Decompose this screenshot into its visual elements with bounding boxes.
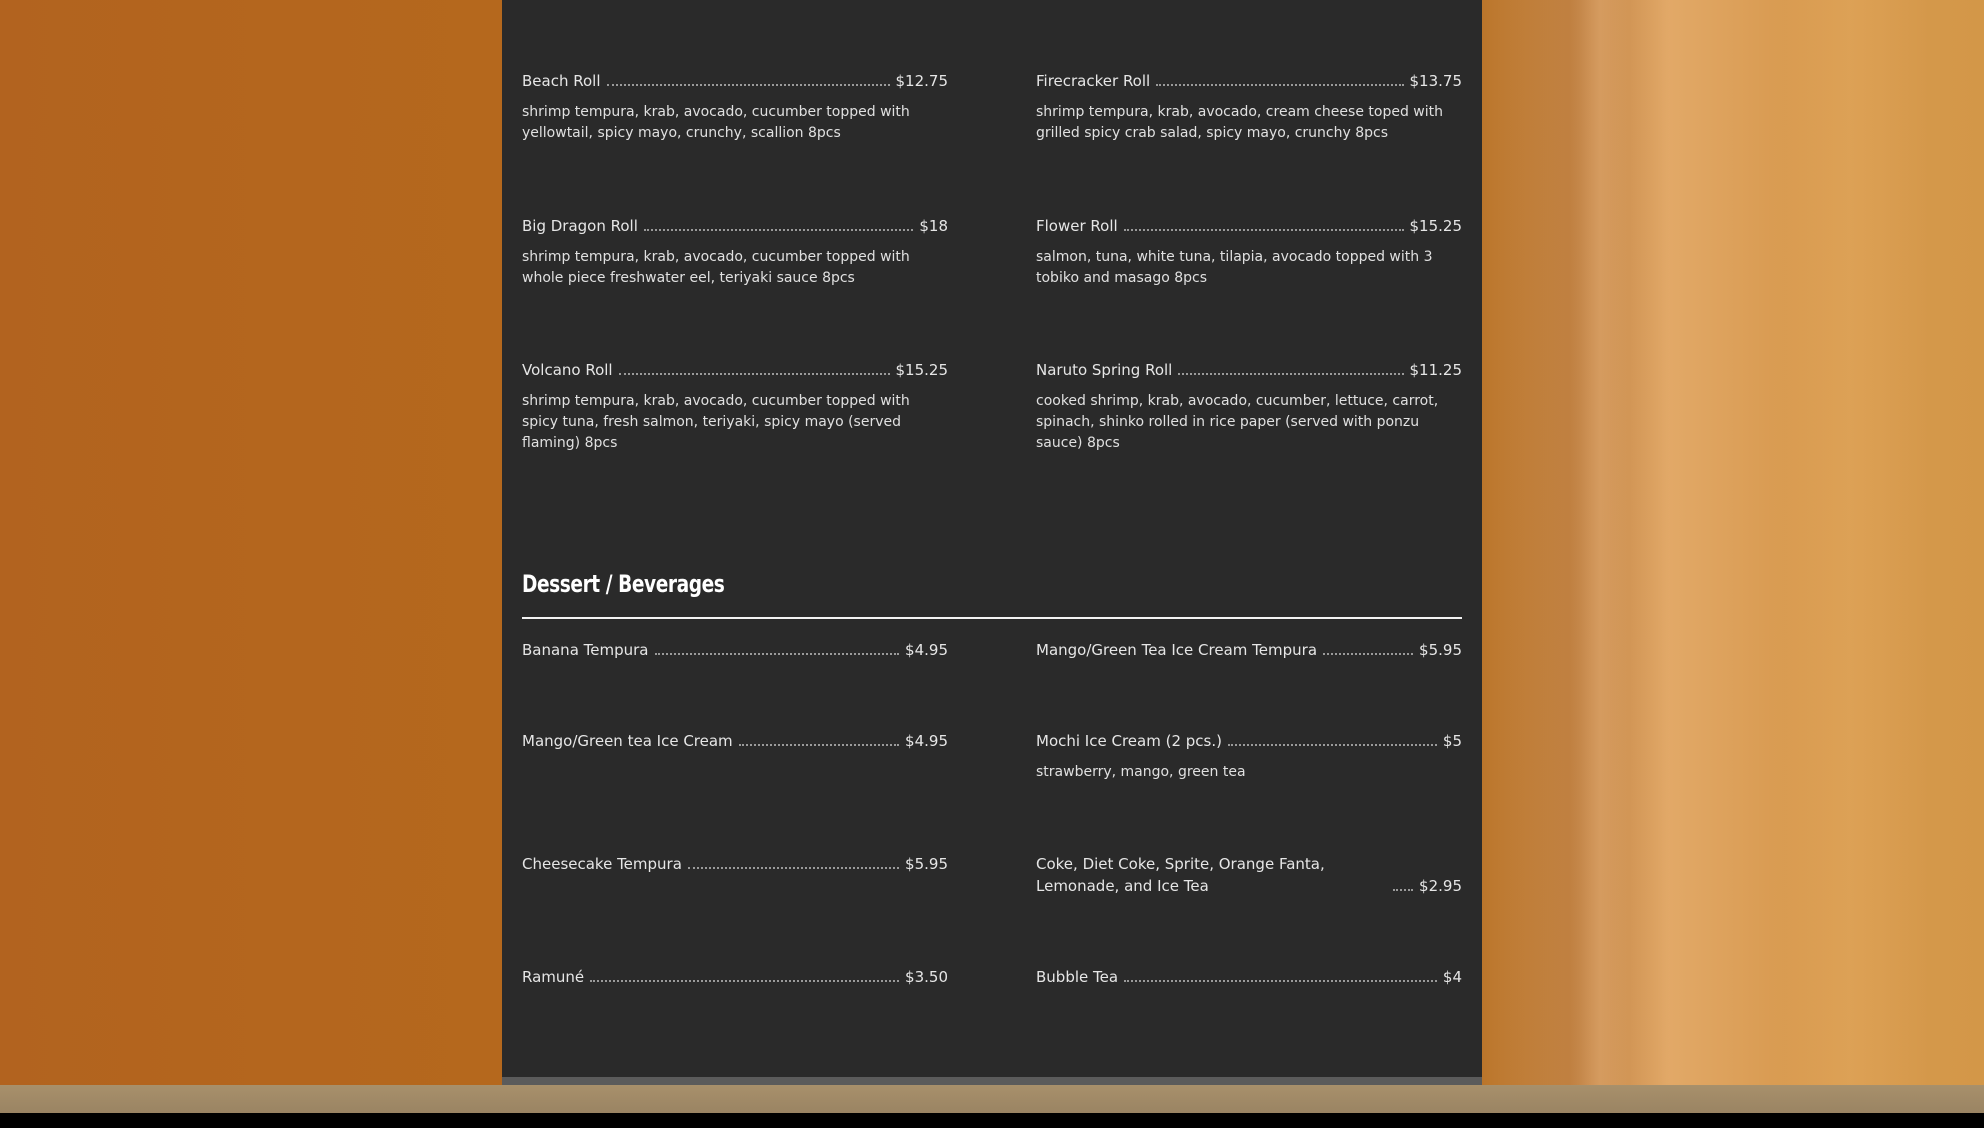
menu-panel [502,0,1482,1078]
menu-item-header [1036,966,1462,988]
menu-item [522,70,948,144]
menu-item-header [1036,853,1462,897]
menu-item-header [522,966,948,988]
menu-item-price: $4 [1442,968,1462,986]
menu-item [1036,966,1462,988]
menu-item-header [522,730,948,752]
menu-item-price: $3.50 [905,968,948,986]
menu-item-name: Beach Roll [522,72,601,90]
dot-leader [590,979,899,982]
menu-item-name: Coke, Diet Coke, Sprite, Orange Fanta, Lemonade, and Ice Tea [1036,855,1325,895]
menu-item [522,853,948,875]
dot-leader [655,652,900,655]
dot-leader [607,83,890,86]
menu-item-description: shrimp tempura, krab, avocado, cucumber topped with spicy tuna, fresh salmon, teriyaki, spicy mayo (served flaming) 8pcs [522,393,910,451]
menu-item-header [522,853,948,875]
dot-leader [1228,743,1437,746]
menu-item-price: $15.25 [1409,217,1462,235]
menu-item-header [522,70,948,92]
menu-item-header [1036,215,1462,237]
menu-item-name: Flower Roll [1036,217,1118,235]
menu-item-price: $11.25 [1409,361,1462,379]
menu-item [522,639,948,661]
section-title: Dessert / Beverages [522,570,725,598]
menu-item [522,966,948,988]
menu-item [1036,639,1462,661]
menu-item-description: shrimp tempura, krab, avocado, cream cheese toped with grilled spicy crab salad, spicy mayo, crunchy 8pcs [1036,104,1443,141]
menu-item [522,215,948,289]
menu-item-header [522,359,948,381]
menu-item-header [1036,730,1462,752]
menu-item [1036,359,1462,454]
menu-item-header [522,639,948,661]
menu-item-name: Mochi Ice Cream (2 pcs.) [1036,732,1222,750]
dot-leader [1156,83,1403,86]
menu-item-price: $5 [1442,732,1462,750]
menu-item-price: $2.95 [1419,877,1462,895]
page-footer-band [0,1085,1984,1113]
dot-leader [619,372,890,375]
menu-item [1036,853,1462,897]
dot-leader [644,228,913,231]
menu-item-name: Naruto Spring Roll [1036,361,1173,379]
menu-item-price: $5.95 [1419,641,1462,659]
menu-item [1036,70,1462,144]
menu-item-header [1036,639,1462,661]
menu-item-description: strawberry, mango, green tea [1036,764,1246,780]
menu-item-name: Volcano Roll [522,361,613,379]
menu-item-description: shrimp tempura, krab, avocado, cucumber topped with yellowtail, spicy mayo, crunchy, scallion 8pcs [522,104,910,141]
dot-leader [688,866,899,869]
menu-item-description: salmon, tuna, white tuna, tilapia, avocado topped with 3 tobiko and masago 8pcs [1036,249,1433,286]
dot-leader [739,743,899,746]
menu-item-price: $5.95 [905,855,948,873]
background-blur-streak [1490,0,1670,1088]
background-blur-highlight [1570,0,1630,1088]
menu-item-name: Big Dragon Roll [522,217,638,235]
background-blur-highlight [1770,0,1930,1088]
page-footer-strip [0,1113,1984,1128]
dot-leader [1393,888,1413,891]
menu-item-price: $4.95 [905,732,948,750]
menu-item [522,730,948,752]
menu-item-description: cooked shrimp, krab, avocado, cucumber, lettuce, carrot, spinach, shinko rolled in rice paper (served with ponzu sauce) 8pcs [1036,393,1439,451]
dot-leader [1178,372,1403,375]
menu-item-name: Cheesecake Tempura [522,855,682,873]
menu-item-price: $15.25 [895,361,948,379]
menu-item-name: Firecracker Roll [1036,72,1151,90]
menu-item-name: Bubble Tea [1036,968,1119,986]
menu-item-price: $4.95 [905,641,948,659]
menu-item-header [1036,70,1462,92]
menu-item-name: Ramuné [522,968,585,986]
menu-item [522,359,948,454]
menu-item [1036,730,1462,783]
menu-item-header [522,215,948,237]
dot-leader [1124,979,1437,982]
menu-item [1036,215,1462,289]
menu-item-name: Mango/Green tea Ice Cream [522,732,733,750]
menu-item-header [1036,359,1462,381]
menu-item-name: Banana Tempura [522,641,649,659]
dot-leader [1124,228,1404,231]
menu-item-description: shrimp tempura, krab, avocado, cucumber topped with whole piece freshwater eel, teriyaki sauce 8pcs [522,249,910,286]
dot-leader [1323,652,1413,655]
menu-item-name: Mango/Green Tea Ice Cream Tempura [1036,641,1318,659]
menu-item-price: $13.75 [1409,72,1462,90]
section-divider [522,617,1462,619]
menu-item-price: $12.75 [895,72,948,90]
menu-item-price: $18 [919,217,948,235]
